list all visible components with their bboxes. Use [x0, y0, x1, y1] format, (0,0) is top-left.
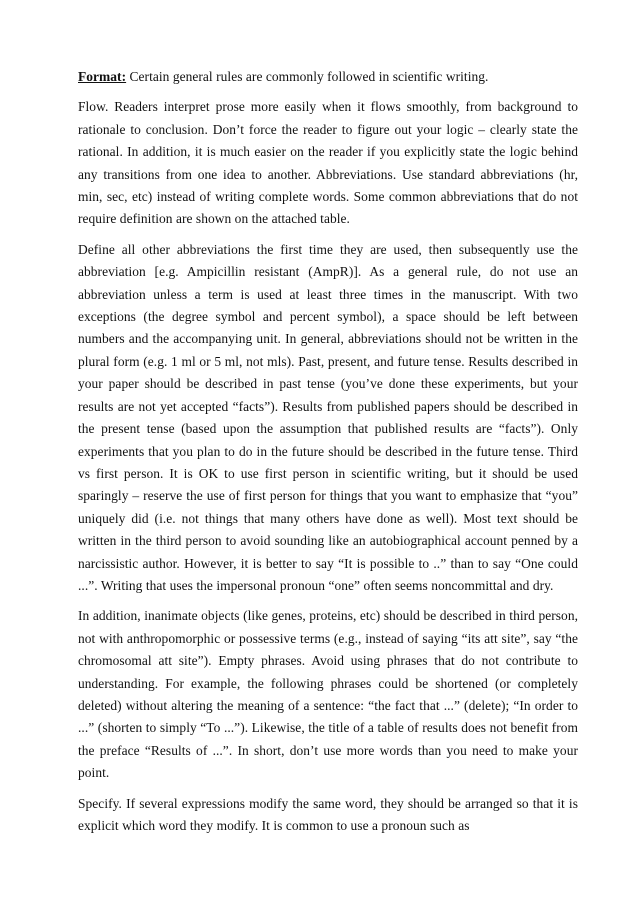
paragraph-specify: Specify. If several expressions modify the same word, they should be arranged so that it is explicit which word they modify. It is common to use a pronoun such as	[78, 795, 578, 833]
document-page	[78, 66, 578, 845]
paragraph-abbreviations: Define all other abbreviations the first time they are used, then subsequently use the abbreviation [e.g. Ampicillin resistant (AmpR)]. As a general rule, do not use an abbreviation unless a term is used at least three times in the manuscript. With two exceptions (the degree symbol and percent symbol), a space should be left between numbers and the accompanying unit. In general, abbreviations should not be written in the plural form (e.g. 1 ml or 5 ml, not mls). Past, present, and future tense. Results described in your paper should be described in past tense (you’ve done these experiments, but your results are not yet accepted “facts”). Results from published papers should be described in the present tense (based upon the assumption that published results are “facts”). Only experiments that you plan to do in the future should be described in the future tense. Third vs first person. It is OK to use first person in scientific writing, but it should be used sparingly – reserve the use of first person for things that you want to emphasize that “you” uniquely did (i.e. not things that many others have done as well). Most text should be written in the third person to avoid sounding like an autobiographical account penned by a narcissistic author. However, it is better to say “It is possible to ..” than to say “One could ...”. Writing that uses the impersonal pronoun “one” often seems noncommittal and dry.	[78, 241, 578, 593]
intro-paragraph	[78, 66, 578, 88]
format-heading: Format:	[78, 69, 127, 84]
paragraph-inanimate-objects: In addition, inanimate objects (like genes, proteins, etc) should be described in third person, not with anthropomorphic or possessive terms (e.g., instead of saying “its att site”, say “the chromosomal att site”). Empty phrases. Avoid using phrases that do not contribute to understanding. For example, the following phrases could be shortened (or completely deleted) without altering the meaning of a sentence: “the fact that ...” (delete); “In order to ...” (shorten to simply “To ...”). Likewise, the title of a table of results does not benefit from the preface “Results of ...”. In short, don’t use more words than you need to make your point.	[78, 608, 578, 781]
paragraph-flow: Flow. Readers interpret prose more easily when it flows smoothly, from background to rationale to conclusion. Don’t force the reader to figure out your logic – clearly state the rational. In addition, it is much easier on the reader if you explicitly state the logic behind any transitions from one idea to another. Abbreviations. Use standard abbreviations (hr, min, sec, etc) instead of writing complete words. Some common abbreviations that do not require definition are shown on the attached table.	[78, 99, 578, 227]
intro-text: Certain general rules are commonly followed in scientific writing.	[126, 69, 489, 84]
